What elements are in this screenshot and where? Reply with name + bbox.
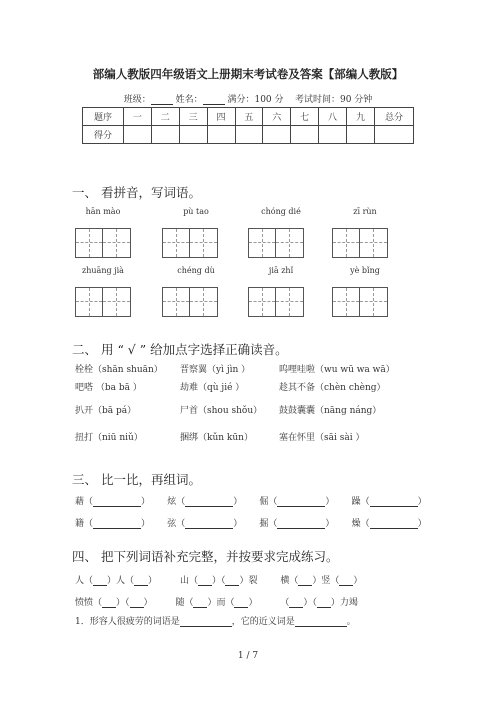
answer-blank[interactable] [289,598,303,608]
section1-title: 一、 看拼音，写词语。 [72,185,201,200]
char-label: 弦（ [167,519,186,529]
pinyin: zhuāng jià [82,266,124,275]
answer-blank[interactable] [198,576,212,586]
score-header-cell: 七 [291,108,319,126]
answer-blank[interactable] [93,576,107,586]
paren-close: ） [417,497,427,507]
paren-close: ） [325,497,335,507]
question-text: 1．形容人很疲劳的词语是 [75,617,180,627]
answer-blank[interactable] [277,519,325,529]
answer-blank[interactable] [185,519,233,529]
idiom-text: ） [148,576,158,586]
grid-cell[interactable] [333,288,360,316]
pinyin: chóng dié [261,207,301,216]
grid-cell[interactable] [190,229,217,257]
writing-grid[interactable] [162,228,218,258]
answer-blank[interactable] [317,598,331,608]
char-label: 掘（ [259,519,278,529]
idiom-text: ）（ [303,598,317,608]
paren-close: ） [417,519,427,529]
idiom-text: ）人（ [107,576,135,586]
question-text: ，它的近义词是 [231,617,295,627]
section3-title: 三、 比一比，再组词。 [72,472,201,487]
score-cell[interactable] [207,126,235,144]
reading-item: 栓栓（shān shuān） [75,365,163,375]
word-pair-row [75,516,427,529]
pinyin: hān mào [85,207,121,216]
class-blank[interactable] [151,95,173,105]
score-cell[interactable] [375,126,414,144]
grid-cell[interactable] [249,288,276,316]
score-header-cell: 二 [151,108,179,126]
grid-cell[interactable] [276,288,303,316]
name-blank[interactable] [203,95,225,105]
writing-grid[interactable] [75,228,131,258]
question-1 [75,614,356,627]
score-header-cell: 三 [179,108,207,126]
reading-item: 塞在怀里（sāi sài ） [279,433,365,443]
pinyin: zī rùn [353,207,377,216]
answer-blank[interactable] [298,576,312,586]
reading-item: 扒开（bā pá） [75,406,137,416]
score-cell[interactable] [319,126,347,144]
idiom-text: 人（ [75,576,94,586]
answer-blank[interactable] [339,576,353,586]
score-cell[interactable] [235,126,263,144]
score-header-cell: 四 [207,108,235,126]
pinyin: jiā zhǐ [268,266,294,275]
grid-cell[interactable] [76,229,103,257]
answer-blank[interactable] [295,617,347,627]
writing-grid[interactable] [162,287,218,317]
grid-cell[interactable] [163,229,190,257]
pinyin: pù tao [183,207,209,216]
grid-cell[interactable] [103,229,130,257]
question-text: 。 [346,617,356,627]
score-header-cell: 九 [347,108,375,126]
idiom-text: ） [143,598,153,608]
char-label: 躁（ [351,497,370,507]
char-label: 燥（ [351,519,370,529]
reading-item: 呜哩哇啦（wu wū wa wā） [279,365,395,375]
class-label: 班级： [123,95,151,105]
page-number: 1 / 7 [237,651,259,661]
answer-blank[interactable] [93,519,141,529]
full-score: 满分：100 分 [227,95,284,105]
score-table [82,107,414,144]
word-pair-row [75,494,427,507]
writing-grid[interactable] [332,228,388,258]
idiom-row [75,595,358,608]
paren-close: ） [233,519,243,529]
reading-item: 鼓鼓囊囊（nāng náng） [279,406,382,416]
paren-close: ） [141,497,151,507]
score-header-cell: 题序 [83,108,124,126]
char-label: 炫（ [167,497,186,507]
writing-grid[interactable] [75,287,131,317]
reading-item: 捆绑（kǔn kūn） [180,433,253,443]
idiom-text: 愤愤（ [75,598,103,608]
section4-title: 四、 把下列词语补充完整，并按要求完成练习。 [72,549,339,564]
answer-blank[interactable] [370,497,418,507]
reading-item: 扭打（niū niǔ） [75,433,143,443]
grid-cell[interactable] [333,229,360,257]
idiom-text: ）力竭 [330,598,358,608]
answer-blank[interactable] [234,598,248,608]
score-header-cell: 五 [235,108,263,126]
idiom-text: ） [248,598,258,608]
score-cell[interactable] [291,126,319,144]
idiom-text: 随（ [175,598,194,608]
answer-blank[interactable] [93,497,141,507]
paren-close: ） [233,497,243,507]
grid-cell[interactable] [76,288,103,316]
reading-item: 劫难（qù jié ） [180,383,245,393]
section2-title: 二、 用 “ √ ” 给加点字选择正确读音。 [72,342,288,357]
idiom-row [75,573,362,586]
grid-cell[interactable] [360,229,387,257]
char-label: 倔（ [259,497,278,507]
idiom-text: ）而（ [207,598,235,608]
reading-item: 尸首（shou shǒu） [180,406,263,416]
score-table-header-row [83,108,414,126]
score-cell[interactable] [263,126,291,144]
reading-item: 晋察翼（yì jìn ） [180,365,251,375]
reading-item: 吧嗒 （ba bā ） [75,383,142,393]
idiom-text: 山（ [179,576,198,586]
score-cell[interactable] [151,126,179,144]
answer-blank[interactable] [225,576,239,586]
exam-info [0,92,496,105]
reading-item: 趁其不备（chèn chèng） [279,383,386,393]
writing-grid[interactable] [332,287,388,317]
answer-blank[interactable] [130,598,144,608]
answer-blank[interactable] [180,617,232,627]
idiom-text: ）（ [116,598,130,608]
idiom-text: ）（ [211,576,226,586]
score-cell[interactable] [124,126,152,144]
char-label: 籍（ [75,519,94,529]
paren-close: ） [141,519,151,529]
time-limit: 考试时间：90 分钟 [294,95,373,105]
grid-cell[interactable] [360,288,387,316]
answer-blank[interactable] [102,598,116,608]
score-header-cell: 总分 [375,108,414,126]
answer-blank[interactable] [193,598,207,608]
grid-cell[interactable] [103,288,130,316]
writing-grid[interactable] [248,287,304,317]
char-label: 藉（ [75,497,94,507]
idiom-text: 横（ [280,576,299,586]
score-header-cell: 一 [124,108,152,126]
answer-blank[interactable] [185,497,233,507]
grid-cell[interactable] [276,229,303,257]
idiom-text: ） [353,576,363,586]
pinyin: yè bǐng [350,266,380,275]
paren-close: ） [325,519,335,529]
answer-blank[interactable] [134,576,148,586]
idiom-text: （ [280,598,290,608]
score-row-label: 得分 [83,126,124,144]
pinyin: chéng dù [177,266,215,275]
score-header-cell: 六 [263,108,291,126]
score-cell[interactable] [347,126,375,144]
answer-blank[interactable] [277,497,325,507]
score-header-cell: 八 [319,108,347,126]
idiom-text: ）裂 [239,576,258,586]
writing-grid[interactable] [248,228,304,258]
grid-cell[interactable] [249,229,276,257]
page-title: 部编人教版四年级语文上册期末考试卷及答案【部编人教版】 [92,67,404,81]
grid-cell[interactable] [190,288,217,316]
score-cell[interactable] [179,126,207,144]
answer-blank[interactable] [370,519,418,529]
score-table-score-row [83,126,414,144]
name-label: 姓名： [175,95,203,105]
idiom-text: ）竖（ [312,576,340,586]
grid-cell[interactable] [163,288,190,316]
